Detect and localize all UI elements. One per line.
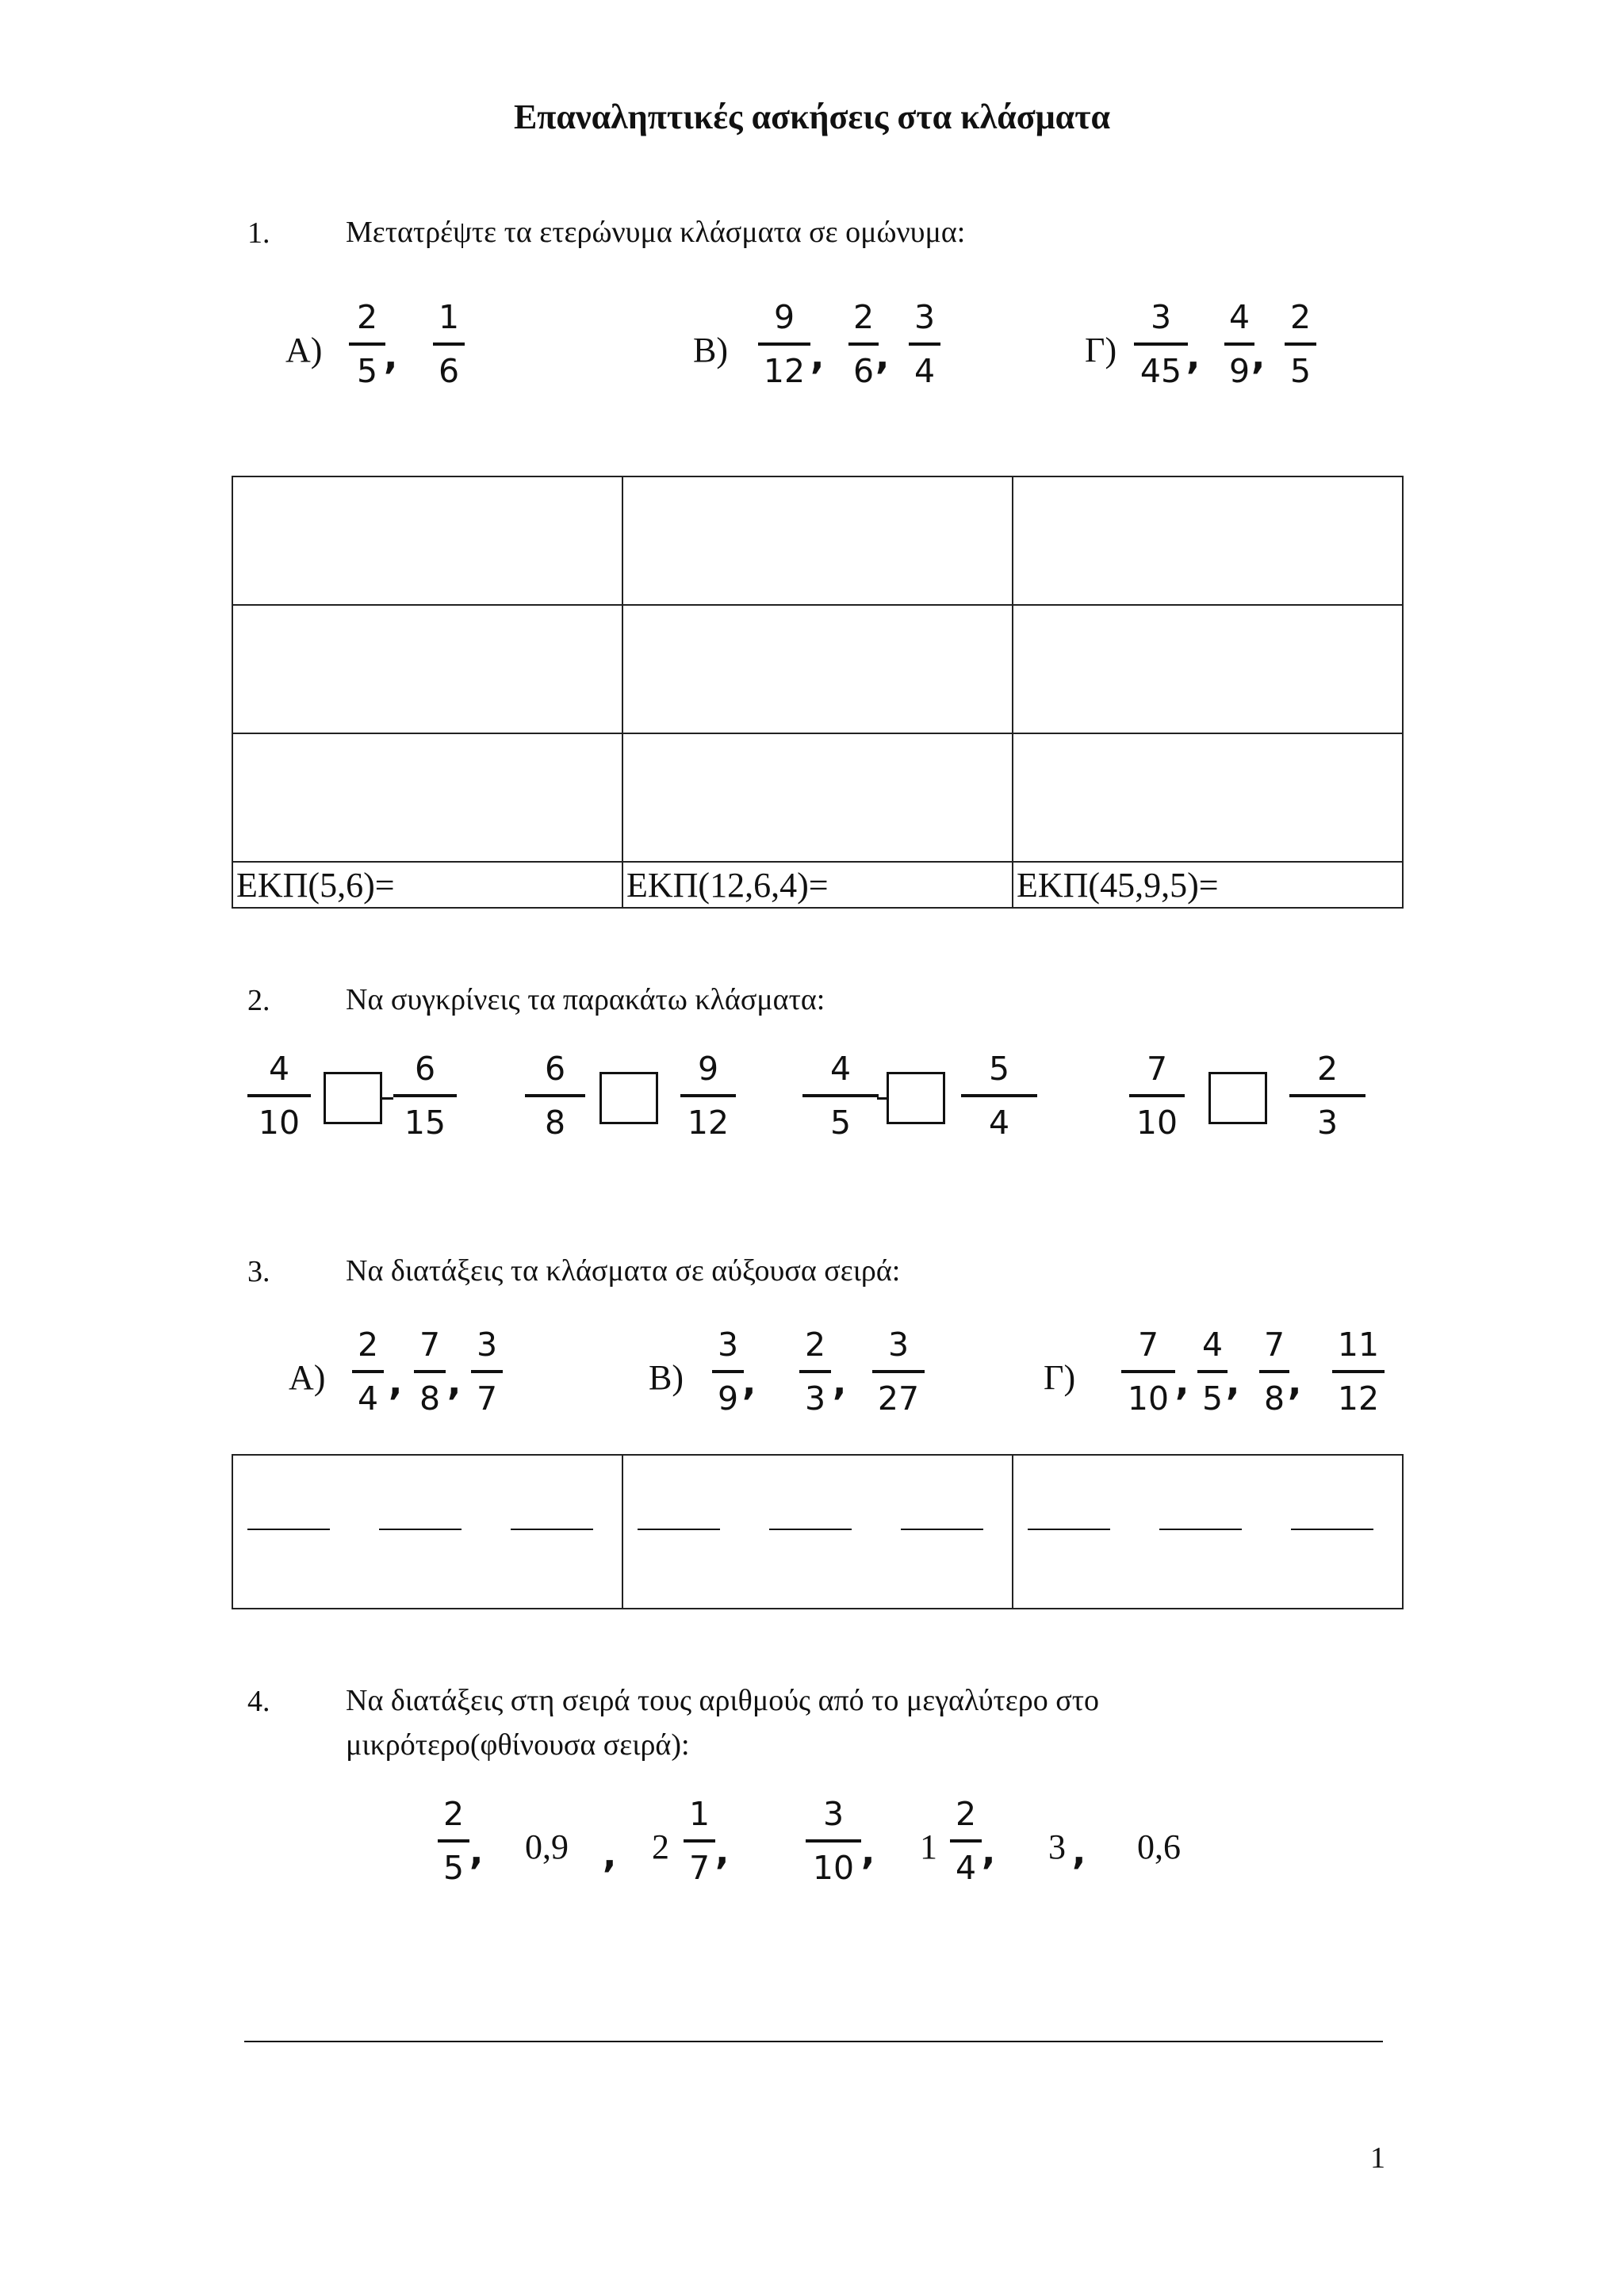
table-cell[interactable] <box>232 605 622 733</box>
answer-blank[interactable] <box>1028 1529 1110 1530</box>
q3-group-c-label: Γ) <box>1044 1358 1076 1397</box>
q1-c-fraction-3: 2 5 <box>1285 297 1316 392</box>
comma: , <box>603 1833 617 1876</box>
comma: , <box>1072 1830 1086 1873</box>
q2-text: Να συγκρίνεις τα παρακάτω κλάσματα: <box>346 983 825 1016</box>
q3-b-fraction-2: 2 3 <box>799 1324 831 1419</box>
q3-answer-table <box>232 1454 1404 1609</box>
answer-blank[interactable] <box>901 1529 983 1530</box>
q3-b-fraction-3: 3 27 <box>872 1324 925 1419</box>
q3-group-b-label: Β) <box>649 1358 684 1397</box>
comma: , <box>1288 1360 1302 1403</box>
q4-mixed-whole-1: 1 <box>920 1827 937 1866</box>
comma: , <box>469 1830 484 1873</box>
comma: , <box>982 1830 996 1873</box>
q3-number: 3. <box>247 1255 270 1288</box>
table-cell[interactable] <box>1013 733 1403 862</box>
q1-text: Μετατρέψτε τα ετερώνυμα κλάσματα σε ομώνυμα: <box>346 216 966 249</box>
q4-mixed-fraction-2-4: 2 4 <box>950 1793 982 1888</box>
comma: , <box>389 1360 403 1403</box>
answer-blank[interactable] <box>379 1529 462 1530</box>
q1-group-c-label: Γ) <box>1085 331 1117 369</box>
table-cell[interactable] <box>1013 476 1403 605</box>
q1-c-fraction-1: 3 45 <box>1134 297 1188 392</box>
comma: , <box>861 1830 875 1873</box>
comma: , <box>875 335 890 377</box>
answer-cell-c[interactable] <box>1013 1455 1403 1609</box>
q3-text: Να διατάξεις τα κλάσματα σε αύξουσα σειρά: <box>346 1254 901 1288</box>
compare-box-2[interactable] <box>599 1072 658 1124</box>
q2-pair4-right-fraction: 2 3 <box>1289 1048 1365 1143</box>
q2-pair3-right-fraction: 5 4 <box>961 1048 1037 1143</box>
q1-b-fraction-1: 9 12 <box>758 297 810 392</box>
table-cell[interactable] <box>622 476 1013 605</box>
q1-a-fraction-2: 1 6 <box>433 297 465 392</box>
q1-a-fraction-1: 2 5 <box>349 297 385 392</box>
comma: , <box>810 335 825 377</box>
comma: , <box>1226 1360 1240 1403</box>
comma: , <box>384 335 398 377</box>
page-number: 1 <box>1370 2141 1385 2175</box>
q4-decimal-0-6: 0,6 <box>1137 1827 1181 1866</box>
q1-group-a-label: Α) <box>285 331 323 369</box>
compare-box-1[interactable] <box>324 1072 382 1124</box>
table-cell[interactable] <box>232 476 622 605</box>
q1-c-fraction-2: 4 9 <box>1224 297 1254 392</box>
answer-blank[interactable] <box>1291 1529 1373 1530</box>
q3-group-a-label: Α) <box>289 1358 326 1397</box>
q3-a-fraction-2: 7 8 <box>414 1324 446 1419</box>
comma: , <box>1251 335 1266 377</box>
q4-text-line1: Να διατάξεις στη σειρά τους αριθμούς από το μεγαλύτερο στο <box>346 1684 1099 1717</box>
q1-b-fraction-3: 3 4 <box>909 297 940 392</box>
comma: , <box>833 1360 847 1403</box>
q4-integer-3: 3 <box>1048 1827 1066 1866</box>
comma: , <box>1186 335 1201 377</box>
table-cell[interactable] <box>1013 605 1403 733</box>
answer-cell-a[interactable] <box>232 1455 622 1609</box>
answer-blank[interactable] <box>247 1529 330 1530</box>
q2-pair4-left-fraction: 7 10 <box>1129 1048 1185 1143</box>
q2-pair3-left-fraction: 4 5 <box>802 1048 879 1143</box>
page-title: Επαναληπτικές ασκήσεις στα κλάσματα <box>513 98 1111 136</box>
q3-a-fraction-1: 2 4 <box>352 1324 384 1419</box>
q2-number: 2. <box>247 984 270 1017</box>
q4-mixed-whole-2: 2 <box>652 1827 669 1866</box>
lcm-cell-c[interactable]: ΕΚΠ(45,9,5)= <box>1013 862 1403 908</box>
lcm-cell-b[interactable]: ΕΚΠ(12,6,4)= <box>622 862 1013 908</box>
q3-c-fraction-1: 7 10 <box>1121 1324 1175 1419</box>
q3-c-fraction-3: 7 8 <box>1259 1324 1289 1419</box>
bar-connector <box>382 1097 393 1100</box>
answer-blank[interactable] <box>769 1529 852 1530</box>
answer-blank[interactable] <box>1159 1529 1242 1530</box>
comma: , <box>447 1360 462 1403</box>
q2-pair2-left-fraction: 6 8 <box>525 1048 585 1143</box>
q3-c-fraction-4: 11 12 <box>1332 1324 1385 1419</box>
q1-work-table <box>232 476 1404 909</box>
table-cell[interactable] <box>622 605 1013 733</box>
lcm-cell-a[interactable]: ΕΚΠ(5,6)= <box>232 862 622 908</box>
q1-group-b-label: Β) <box>693 331 728 369</box>
table-cell[interactable] <box>622 733 1013 862</box>
comma: , <box>715 1830 730 1873</box>
q3-b-fraction-1: 3 9 <box>712 1324 744 1419</box>
q4-fraction-2-5: 2 5 <box>438 1793 469 1888</box>
comma: , <box>1175 1360 1189 1403</box>
q4-number: 4. <box>247 1685 270 1718</box>
q2-pair2-right-fraction: 9 12 <box>680 1048 736 1143</box>
answer-cell-b[interactable] <box>622 1455 1013 1609</box>
answer-blank[interactable] <box>638 1529 720 1530</box>
q4-text-line2: μικρότερο(φθίνουσα σειρά): <box>346 1728 690 1762</box>
q4-fraction-3-10: 3 10 <box>806 1793 861 1888</box>
q4-decimal-0-9: 0,9 <box>525 1827 569 1866</box>
q3-a-fraction-3: 3 7 <box>471 1324 503 1419</box>
q2-pair1-left-fraction: 4 10 <box>247 1048 311 1143</box>
compare-box-4[interactable] <box>1208 1072 1267 1124</box>
q2-pair1-right-fraction: 6 15 <box>393 1048 457 1143</box>
compare-box-3[interactable] <box>887 1072 945 1124</box>
q4-mixed-fraction-1-7: 1 7 <box>684 1793 715 1888</box>
comma: , <box>742 1360 756 1403</box>
q3-c-fraction-2: 4 5 <box>1197 1324 1228 1419</box>
answer-blank[interactable] <box>511 1529 593 1530</box>
q4-answer-line[interactable] <box>244 2041 1383 2042</box>
q1-number: 1. <box>247 216 270 250</box>
table-cell[interactable] <box>232 733 622 862</box>
q1-b-fraction-2: 2 6 <box>848 297 879 392</box>
